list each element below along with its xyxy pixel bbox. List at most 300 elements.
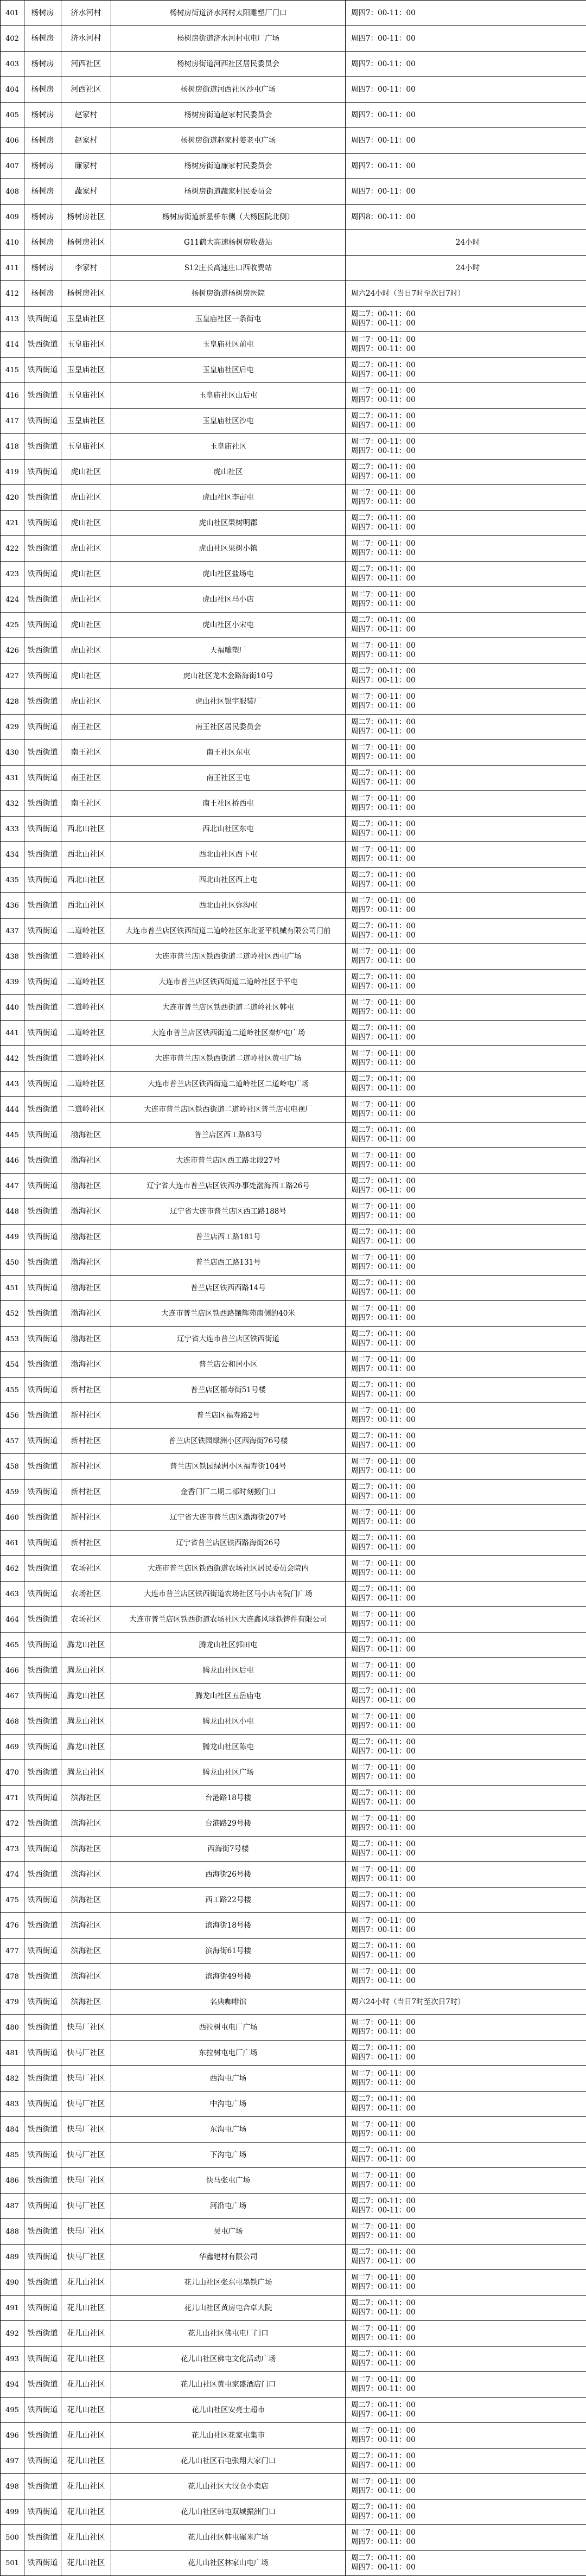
sampling-hours-cell: 周二7：00-11：00 周四7：00-11：00 — [346, 2041, 586, 2066]
sampling-location-cell: 玉皇庙社区山后屯 — [111, 383, 346, 409]
row-number-cell: 439 — [1, 970, 24, 995]
sampling-location-cell: 花儿山社区安亮士超市 — [111, 2398, 346, 2423]
sampling-location-cell: 虎山社区 — [111, 460, 346, 485]
sampling-hours-cell: 周二7：00-11：00 周四7：00-11：00 — [346, 1582, 586, 1607]
table-row — [1, 2449, 586, 2474]
row-number-cell: 440 — [1, 995, 24, 1021]
sampling-hours-cell: 周二7：00-11：00 周四7：00-11：00 — [346, 2219, 586, 2245]
sampling-location-cell: 杨树房街道河西社区沙屯广场 — [111, 77, 346, 103]
sampling-location-cell: 滨海街18号楼 — [111, 1913, 346, 1939]
row-number-cell: 417 — [1, 409, 24, 434]
row-number-cell: 424 — [1, 587, 24, 613]
sampling-hours-cell: 周二7：00-11：00 周四7：00-11：00 — [346, 1913, 586, 1939]
table-row — [1, 2270, 586, 2296]
community-name-cell: 快马厂社区 — [61, 2168, 111, 2194]
community-name-cell: 农场社区 — [61, 1607, 111, 1633]
sampling-hours-cell: 周二7：00-11：00 周四7：00-11：00 — [346, 2551, 586, 2576]
sampling-location-cell: 大连市普兰店区铁西街道二道岭社区韩屯 — [111, 995, 346, 1021]
community-name-cell: 虎山社区 — [61, 587, 111, 613]
community-name-cell: 新村社区 — [61, 1403, 111, 1429]
sampling-location-cell: 辽宁省大连市普兰店区铁西街道 — [111, 1327, 346, 1352]
community-name-cell: 西北山社区 — [61, 817, 111, 842]
row-number-cell: 416 — [1, 383, 24, 409]
sampling-hours-cell: 周二7：00-11：00 周四7：00-11：00 — [346, 1174, 586, 1199]
table-row — [1, 1582, 586, 1607]
row-number-cell: 491 — [1, 2296, 24, 2321]
sampling-hours-cell: 周二7：00-11：00 周四7：00-11：00 — [346, 2525, 586, 2551]
table-row — [1, 485, 586, 511]
table-body — [1, 1, 586, 2576]
street-name-cell: 铁西街道 — [24, 2117, 61, 2143]
row-number-cell: 481 — [1, 2041, 24, 2066]
sampling-hours-cell: 周二7：00-11：00 周四7：00-11：00 — [346, 1301, 586, 1327]
street-name-cell: 铁西街道 — [24, 944, 61, 970]
table-row — [1, 1709, 586, 1735]
row-number-cell: 459 — [1, 1480, 24, 1505]
community-name-cell: 赵家村 — [61, 128, 111, 154]
sampling-hours-cell: 周二7：00-11：00 周四7：00-11：00 — [346, 995, 586, 1021]
community-name-cell: 滨海社区 — [61, 1888, 111, 1913]
street-name-cell: 铁西街道 — [24, 1148, 61, 1174]
row-number-cell: 411 — [1, 256, 24, 281]
street-name-cell: 铁西街道 — [24, 868, 61, 893]
row-number-cell: 403 — [1, 52, 24, 77]
table-row — [1, 1429, 586, 1454]
community-name-cell: 玉皇庙社区 — [61, 434, 111, 460]
street-name-cell: 铁西街道 — [24, 1990, 61, 2015]
community-name-cell: 渤海社区 — [61, 1174, 111, 1199]
sampling-location-cell: 腾龙山社区小屯 — [111, 1709, 346, 1735]
sampling-location-cell: 西北山社区西下屯 — [111, 842, 346, 868]
row-number-cell: 469 — [1, 1735, 24, 1760]
community-name-cell: 滨海社区 — [61, 1990, 111, 2015]
row-number-cell: 498 — [1, 2474, 24, 2500]
table-row — [1, 2168, 586, 2194]
street-name-cell: 铁西街道 — [24, 1607, 61, 1633]
street-name-cell: 铁西街道 — [24, 1531, 61, 1556]
table-row — [1, 2423, 586, 2449]
street-name-cell: 铁西街道 — [24, 1505, 61, 1531]
sampling-hours-cell: 周二7：00-11：00 周四7：00-11：00 — [346, 460, 586, 485]
sampling-hours-cell: 周二7：00-11：00 周四7：00-11：00 — [346, 358, 586, 383]
community-name-cell: 南王社区 — [61, 791, 111, 817]
street-name-cell: 铁西街道 — [24, 2092, 61, 2117]
sampling-location-cell: 快马张屯广场 — [111, 2168, 346, 2194]
community-name-cell: 二道岭社区 — [61, 1097, 111, 1123]
sampling-hours-cell: 周二7：00-11：00 周四7：00-11：00 — [346, 2066, 586, 2092]
sampling-location-cell: 大连市普兰店区铁西街道二道岭社区西屯广场 — [111, 944, 346, 970]
sampling-hours-cell: 周二7：00-11：00 周四7：00-11：00 — [346, 1276, 586, 1301]
community-name-cell: 花儿山社区 — [61, 2423, 111, 2449]
table-row — [1, 434, 586, 460]
sampling-location-cell: 辽宁省大连市普兰店区西工路188号 — [111, 1199, 346, 1225]
row-number-cell: 485 — [1, 2143, 24, 2168]
street-name-cell: 铁西街道 — [24, 817, 61, 842]
community-name-cell: 西北山社区 — [61, 842, 111, 868]
community-name-cell: 花儿山社区 — [61, 2398, 111, 2423]
sampling-location-cell: 大连市普兰店区铁西街道二道岭社区东北亚平机械有限公司门前 — [111, 919, 346, 944]
table-row — [1, 2041, 586, 2066]
street-name-cell: 铁西街道 — [24, 1097, 61, 1123]
row-number-cell: 435 — [1, 868, 24, 893]
row-number-cell: 479 — [1, 1990, 24, 2015]
row-number-cell: 420 — [1, 485, 24, 511]
sampling-location-cell: 西北山社区西上屯 — [111, 868, 346, 893]
street-name-cell: 铁西街道 — [24, 1199, 61, 1225]
community-name-cell: 腾龙山社区 — [61, 1760, 111, 1786]
row-number-cell: 496 — [1, 2423, 24, 2449]
sampling-location-cell: 花儿山社区大汉仓小卖店 — [111, 2474, 346, 2500]
street-name-cell: 铁西街道 — [24, 1429, 61, 1454]
row-number-cell: 433 — [1, 817, 24, 842]
sampling-hours-cell: 周二7：00-11：00 周四7：00-11：00 — [346, 2194, 586, 2219]
community-name-cell: 花儿山社区 — [61, 2500, 111, 2525]
community-name-cell: 花儿山社区 — [61, 2551, 111, 2576]
sampling-location-cell: 杨树房街道新星桥东侧（大杨医院北侧） — [111, 205, 346, 230]
sampling-hours-cell: 周二7：00-11：00 周四7：00-11：00 — [346, 1454, 586, 1480]
row-number-cell: 468 — [1, 1709, 24, 1735]
community-name-cell: 新村社区 — [61, 1378, 111, 1403]
community-name-cell: 二道岭社区 — [61, 1046, 111, 1072]
table-row — [1, 2219, 586, 2245]
sampling-hours-cell: 周二7：00-11：00 周四7：00-11：00 — [346, 2474, 586, 2500]
table-row — [1, 281, 586, 307]
street-name-cell: 铁西街道 — [24, 2474, 61, 2500]
sampling-hours-cell: 周二7：00-11：00 周四7：00-11：00 — [346, 664, 586, 689]
sampling-location-cell: 虎山社区银宇服装厂 — [111, 689, 346, 715]
sampling-location-cell: 大连市普兰店区铁西街道二道岭社区二道岭屯广场 — [111, 1072, 346, 1097]
sampling-hours-cell: 周四7：00-11：00 — [346, 103, 586, 128]
sampling-location-cell: 腾龙山社区后屯 — [111, 1658, 346, 1684]
street-name-cell: 铁西街道 — [24, 2194, 61, 2219]
sampling-location-cell: 西海街26号楼 — [111, 1862, 346, 1888]
table-row — [1, 1250, 586, 1276]
street-name-cell: 铁西街道 — [24, 1913, 61, 1939]
street-name-cell: 铁西街道 — [24, 1556, 61, 1582]
table-row — [1, 2347, 586, 2372]
street-name-cell: 铁西街道 — [24, 1658, 61, 1684]
table-row — [1, 179, 586, 205]
street-name-cell: 铁西街道 — [24, 460, 61, 485]
table-row — [1, 1505, 586, 1531]
table-row — [1, 1990, 586, 2015]
sampling-location-cell: 花儿山社区黄屯家盛酒店门口 — [111, 2372, 346, 2398]
street-name-cell: 铁西街道 — [24, 995, 61, 1021]
sampling-hours-cell: 周二7：00-11：00 周四7：00-11：00 — [346, 2296, 586, 2321]
sampling-location-cell: 辽宁省大连市普兰店区渤海街207号 — [111, 1505, 346, 1531]
community-name-cell: 快马厂社区 — [61, 2194, 111, 2219]
row-number-cell: 488 — [1, 2219, 24, 2245]
sampling-location-cell: 花儿山社区石屯张翔大家门口 — [111, 2449, 346, 2474]
sampling-location-cell: 西工路22号楼 — [111, 1888, 346, 1913]
sampling-location-cell: 杨树房街道河西社区居民委员会 — [111, 52, 346, 77]
sampling-location-cell: 西海街7号楼 — [111, 1837, 346, 1862]
sampling-hours-cell: 周二7：00-11：00 周四7：00-11：00 — [346, 1403, 586, 1429]
street-name-cell: 铁西街道 — [24, 409, 61, 434]
row-number-cell: 467 — [1, 1684, 24, 1709]
row-number-cell: 409 — [1, 205, 24, 230]
sampling-location-cell: 西沟屯广场 — [111, 2066, 346, 2092]
table-row — [1, 1327, 586, 1352]
community-name-cell: 李家村 — [61, 256, 111, 281]
street-name-cell: 铁西街道 — [24, 715, 61, 740]
street-name-cell: 铁西街道 — [24, 2449, 61, 2474]
row-number-cell: 501 — [1, 2551, 24, 2576]
table-row — [1, 1174, 586, 1199]
street-name-cell: 铁西街道 — [24, 2270, 61, 2296]
sampling-location-cell: 花儿山社区林家山屯广场 — [111, 2551, 346, 2576]
sampling-hours-cell: 24小时 — [346, 256, 586, 281]
row-number-cell: 451 — [1, 1276, 24, 1301]
sampling-location-cell: 南王社区东屯 — [111, 740, 346, 766]
table-row — [1, 842, 586, 868]
community-name-cell: 虎山社区 — [61, 638, 111, 664]
sampling-hours-cell: 周二7：00-11：00 周四7：00-11：00 — [346, 1250, 586, 1276]
community-name-cell: 玉皇庙社区 — [61, 409, 111, 434]
sampling-hours-cell: 周二7：00-11：00 周四7：00-11：00 — [346, 2015, 586, 2041]
row-number-cell: 408 — [1, 179, 24, 205]
sampling-location-cell: 大连市普兰店区西工路北段27号 — [111, 1148, 346, 1174]
street-name-cell: 铁西街道 — [24, 740, 61, 766]
sampling-hours-cell: 周四7：00-11：00 — [346, 77, 586, 103]
street-name-cell: 铁西街道 — [24, 842, 61, 868]
table-row — [1, 2321, 586, 2347]
row-number-cell: 456 — [1, 1403, 24, 1429]
table-row — [1, 1148, 586, 1174]
sampling-hours-cell: 周二7：00-11：00 周四7：00-11：00 — [346, 715, 586, 740]
sampling-hours-cell: 周二7：00-11：00 周四7：00-11：00 — [346, 2270, 586, 2296]
street-name-cell: 铁西街道 — [24, 1582, 61, 1607]
sampling-hours-cell: 周二7：00-11：00 周四7：00-11：00 — [346, 1046, 586, 1072]
sampling-location-cell: 虎山社区李亩屯 — [111, 485, 346, 511]
table-row — [1, 358, 586, 383]
table-row — [1, 2372, 586, 2398]
table-row — [1, 1378, 586, 1403]
street-name-cell: 铁西街道 — [24, 970, 61, 995]
sampling-location-cell: 普兰店区铁园绿洲小区西海街76号楼 — [111, 1429, 346, 1454]
sampling-location-cell: 南王社区王屯 — [111, 766, 346, 791]
table-row — [1, 1, 586, 26]
street-name-cell: 铁西街道 — [24, 2525, 61, 2551]
table-row — [1, 128, 586, 154]
sampling-hours-cell: 周二7：00-11：00 周四7：00-11：00 — [346, 868, 586, 893]
sampling-hours-cell: 周二7：00-11：00 周四7：00-11：00 — [346, 766, 586, 791]
sampling-location-cell: S12庄长高速庄口西收费站 — [111, 256, 346, 281]
row-number-cell: 406 — [1, 128, 24, 154]
street-name-cell: 杨树房 — [24, 77, 61, 103]
sampling-location-cell: 杨树房街道赵家村民委员会 — [111, 103, 346, 128]
sampling-hours-cell: 周四7：00-11：00 — [346, 52, 586, 77]
community-name-cell: 渤海社区 — [61, 1199, 111, 1225]
row-number-cell: 476 — [1, 1913, 24, 1939]
street-name-cell: 铁西街道 — [24, 689, 61, 715]
row-number-cell: 446 — [1, 1148, 24, 1174]
table-row — [1, 944, 586, 970]
sampling-hours-cell: 周二7：00-11：00 周四7：00-11：00 — [346, 434, 586, 460]
sampling-hours-cell: 周二7：00-11：00 周四7：00-11：00 — [346, 1148, 586, 1174]
street-name-cell: 铁西街道 — [24, 1862, 61, 1888]
table-row — [1, 26, 586, 52]
sampling-hours-cell: 周二7：00-11：00 周四7：00-11：00 — [346, 511, 586, 536]
row-number-cell: 427 — [1, 664, 24, 689]
sampling-location-cell: 台港路18号楼 — [111, 1786, 346, 1811]
row-number-cell: 436 — [1, 893, 24, 919]
sampling-location-cell: 中沟屯广场 — [111, 2092, 346, 2117]
street-name-cell: 铁西街道 — [24, 1633, 61, 1658]
community-name-cell: 花儿山社区 — [61, 2449, 111, 2474]
sampling-location-cell: 腾龙山社区郭田屯 — [111, 1633, 346, 1658]
street-name-cell: 铁西街道 — [24, 1352, 61, 1378]
sampling-hours-cell: 周四7：00-11：00 — [346, 128, 586, 154]
row-number-cell: 432 — [1, 791, 24, 817]
street-name-cell: 杨树房 — [24, 1, 61, 26]
row-number-cell: 418 — [1, 434, 24, 460]
row-number-cell: 480 — [1, 2015, 24, 2041]
street-name-cell: 铁西街道 — [24, 587, 61, 613]
row-number-cell: 458 — [1, 1454, 24, 1480]
sampling-location-cell: 玉皇庙社区后屯 — [111, 358, 346, 383]
community-name-cell: 快马厂社区 — [61, 2245, 111, 2270]
street-name-cell: 杨树房 — [24, 205, 61, 230]
table-row — [1, 460, 586, 485]
street-name-cell: 铁西街道 — [24, 664, 61, 689]
table-row — [1, 1658, 586, 1684]
street-name-cell: 铁西街道 — [24, 2551, 61, 2576]
sampling-location-cell: 名典咖啡馆 — [111, 1990, 346, 2015]
sampling-hours-cell: 周二7：00-11：00 周四7：00-11：00 — [346, 1684, 586, 1709]
community-name-cell: 虎山社区 — [61, 485, 111, 511]
table-row — [1, 689, 586, 715]
community-name-cell: 玉皇庙社区 — [61, 332, 111, 358]
sampling-hours-cell: 周二7：00-11：00 周四7：00-11：00 — [346, 2143, 586, 2168]
row-number-cell: 445 — [1, 1123, 24, 1148]
sampling-location-cell: 玉皇庙社区前屯 — [111, 332, 346, 358]
table-row — [1, 1072, 586, 1097]
row-number-cell: 489 — [1, 2245, 24, 2270]
row-number-cell: 486 — [1, 2168, 24, 2194]
community-name-cell: 玉皇庙社区 — [61, 307, 111, 332]
table-row — [1, 766, 586, 791]
row-number-cell: 419 — [1, 460, 24, 485]
sampling-location-cell: 花儿山社区韩屯双城振洲门口 — [111, 2500, 346, 2525]
sampling-hours-cell: 周二7：00-11：00 周四7：00-11：00 — [346, 2321, 586, 2347]
sampling-hours-cell: 周二7：00-11：00 周四7：00-11：00 — [346, 587, 586, 613]
street-name-cell: 铁西街道 — [24, 2423, 61, 2449]
sampling-hours-cell: 周二7：00-11：00 周四7：00-11：00 — [346, 536, 586, 562]
row-number-cell: 412 — [1, 281, 24, 307]
table-row — [1, 103, 586, 128]
row-number-cell: 493 — [1, 2347, 24, 2372]
row-number-cell: 410 — [1, 230, 24, 256]
community-name-cell: 渤海社区 — [61, 1148, 111, 1174]
table-row — [1, 536, 586, 562]
sampling-location-cell: 大连市普兰店区铁西街道农场社区马小店南院门广场 — [111, 1582, 346, 1607]
community-name-cell: 西北山社区 — [61, 868, 111, 893]
sampling-hours-cell: 周六24小时（当日7时至次日7时） — [346, 281, 586, 307]
table-row — [1, 2117, 586, 2143]
street-name-cell: 杨树房 — [24, 256, 61, 281]
table-row — [1, 1607, 586, 1633]
table-row — [1, 2092, 586, 2117]
sampling-hours-cell: 周二7：00-11：00 周四7：00-11：00 — [346, 1123, 586, 1148]
community-name-cell: 二道岭社区 — [61, 995, 111, 1021]
sampling-hours-cell: 周四7：00-11：00 — [346, 179, 586, 205]
sampling-hours-cell: 周二7：00-11：00 周四7：00-11：00 — [346, 1199, 586, 1225]
sampling-location-cell: 下沟屯广场 — [111, 2143, 346, 2168]
row-number-cell: 473 — [1, 1837, 24, 1862]
street-name-cell: 铁西街道 — [24, 1046, 61, 1072]
sampling-hours-cell: 周二7：00-11：00 周四7：00-11：00 — [346, 562, 586, 587]
community-name-cell: 农场社区 — [61, 1556, 111, 1582]
street-name-cell: 铁西街道 — [24, 2066, 61, 2092]
street-name-cell: 铁西街道 — [24, 536, 61, 562]
sampling-hours-cell: 周二7：00-11：00 周四7：00-11：00 — [346, 1709, 586, 1735]
community-name-cell: 新村社区 — [61, 1505, 111, 1531]
sampling-location-cell: 玉皇庙社区沙屯 — [111, 409, 346, 434]
sampling-location-cell: 南王社区居民委员会 — [111, 715, 346, 740]
sampling-location-cell: 花儿山社区花家屯集市 — [111, 2423, 346, 2449]
sampling-hours-cell: 周二7：00-11：00 周四7：00-11：00 — [346, 919, 586, 944]
sampling-hours-cell: 周二7：00-11：00 周四7：00-11：00 — [346, 1633, 586, 1658]
community-name-cell: 二道岭社区 — [61, 919, 111, 944]
community-name-cell: 新村社区 — [61, 1454, 111, 1480]
community-name-cell: 滨海社区 — [61, 1837, 111, 1862]
sampling-location-cell: 花儿山社区韩屯碾米广场 — [111, 2525, 346, 2551]
table-row — [1, 1888, 586, 1913]
sampling-location-cell: 大连市普兰店区铁西街道农场社区大连鑫风球铁铸件有限公司 — [111, 1607, 346, 1633]
table-row — [1, 2525, 586, 2551]
street-name-cell: 杨树房 — [24, 26, 61, 52]
community-name-cell: 赵家村 — [61, 103, 111, 128]
table-row — [1, 970, 586, 995]
community-name-cell: 快马厂社区 — [61, 2015, 111, 2041]
community-name-cell: 花儿山社区 — [61, 2270, 111, 2296]
street-name-cell: 铁西街道 — [24, 1250, 61, 1276]
sampling-location-cell: 虎山社区果树小镇 — [111, 536, 346, 562]
community-name-cell: 滨海社区 — [61, 1786, 111, 1811]
row-number-cell: 457 — [1, 1429, 24, 1454]
table-row — [1, 995, 586, 1021]
sampling-hours-cell: 周二7：00-11：00 周四7：00-11：00 — [346, 1607, 586, 1633]
table-row — [1, 256, 586, 281]
sampling-hours-cell: 周二7：00-11：00 周四7：00-11：00 — [346, 2449, 586, 2474]
community-name-cell: 腾龙山社区 — [61, 1684, 111, 1709]
street-name-cell: 铁西街道 — [24, 511, 61, 536]
table-row — [1, 1531, 586, 1556]
sampling-location-cell: 花儿山社区黄房屯合卓大院 — [111, 2296, 346, 2321]
sampling-location-cell: 大连市普兰店区铁西街道农场社区居民委员会院内 — [111, 1556, 346, 1582]
sampling-location-cell: 普兰店西工路181号 — [111, 1225, 346, 1250]
sampling-location-cell: 腾龙山社区陈屯 — [111, 1735, 346, 1760]
row-number-cell: 449 — [1, 1225, 24, 1250]
table-row — [1, 1276, 586, 1301]
street-name-cell: 杨树房 — [24, 128, 61, 154]
row-number-cell: 422 — [1, 536, 24, 562]
sampling-hours-cell: 周二7：00-11：00 周四7：00-11：00 — [346, 2423, 586, 2449]
sampling-hours-cell: 周二7：00-11：00 周四7：00-11：00 — [346, 1097, 586, 1123]
table-row — [1, 613, 586, 638]
table-row — [1, 2296, 586, 2321]
row-number-cell: 497 — [1, 2449, 24, 2474]
community-name-cell: 滨海社区 — [61, 1913, 111, 1939]
table-row — [1, 587, 586, 613]
table-row — [1, 1046, 586, 1072]
community-name-cell: 快马厂社区 — [61, 2143, 111, 2168]
row-number-cell: 414 — [1, 332, 24, 358]
sampling-location-cell: 普兰店区福寿路2号 — [111, 1403, 346, 1429]
row-number-cell: 487 — [1, 2194, 24, 2219]
sampling-hours-cell: 周二7：00-11：00 周四7：00-11：00 — [346, 2372, 586, 2398]
